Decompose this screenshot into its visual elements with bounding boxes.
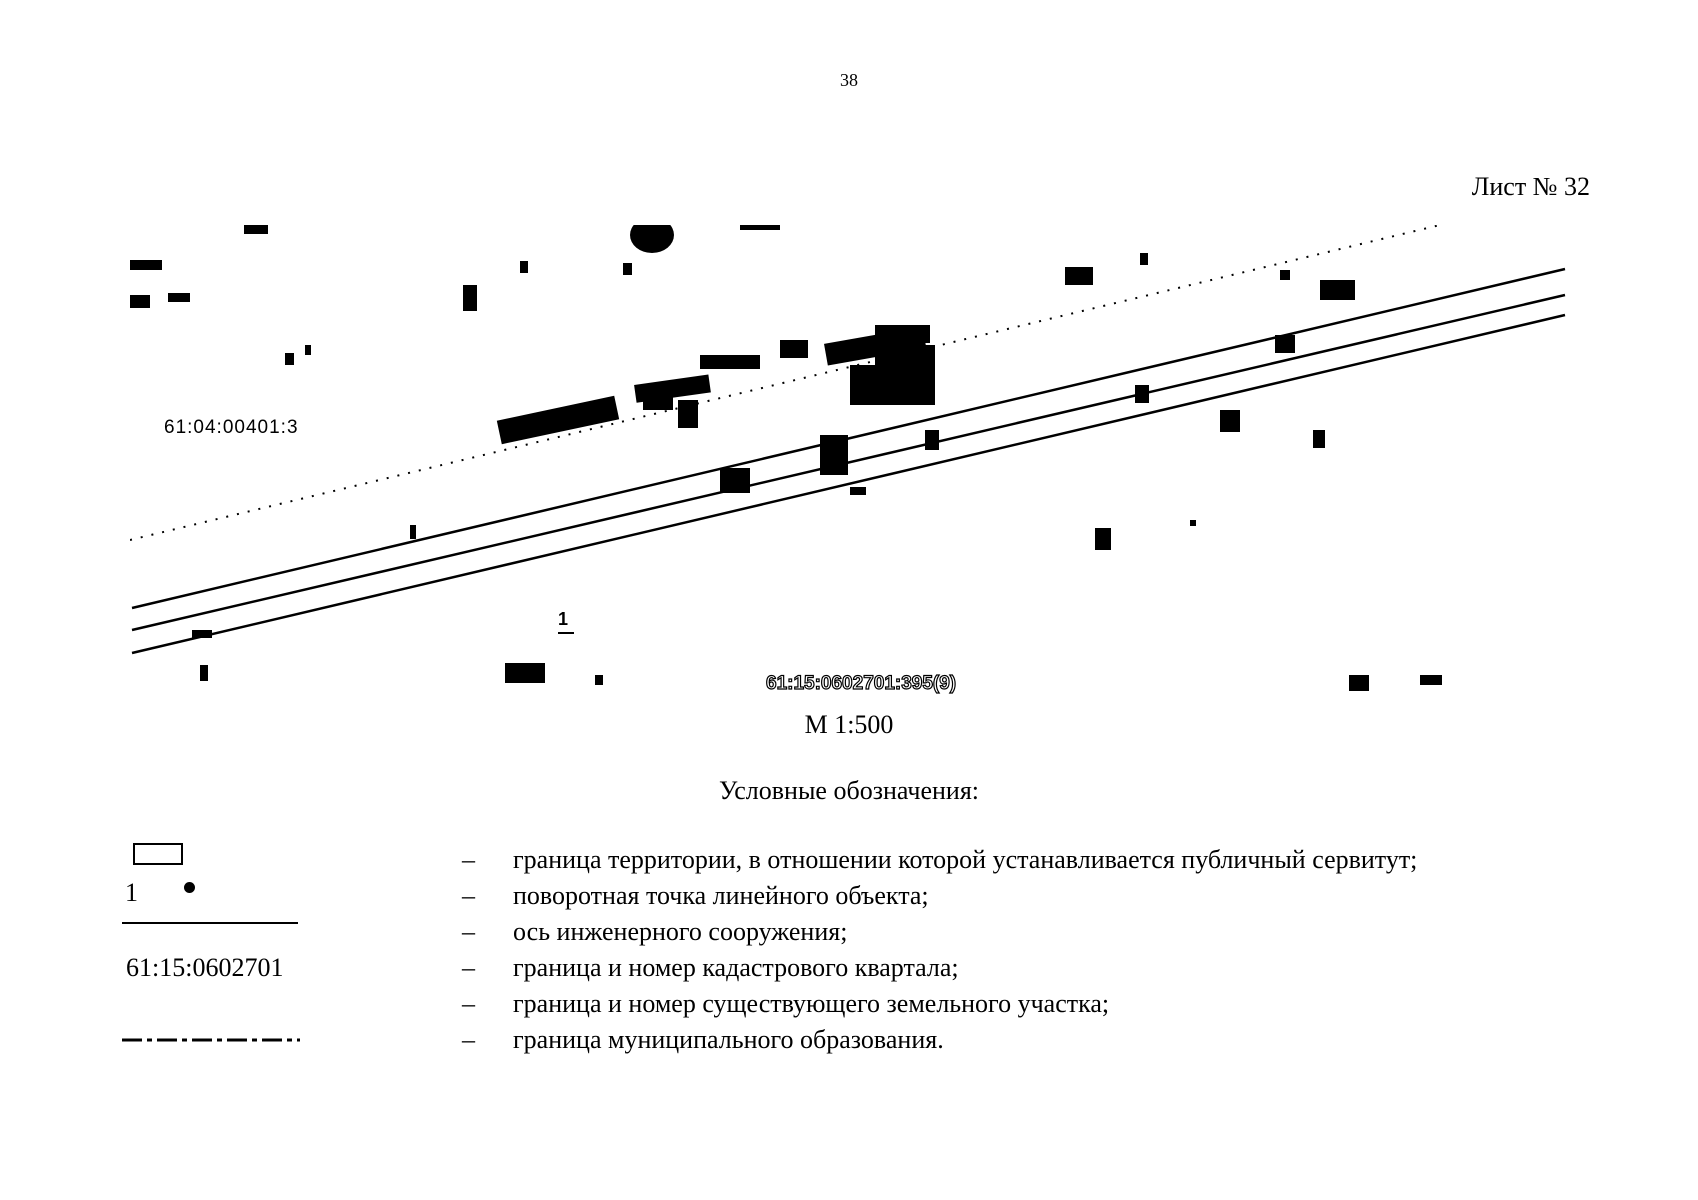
legend-row — [0, 989, 1698, 1025]
parcel-boundary-dotted — [130, 225, 1440, 540]
terrain-features — [130, 225, 1442, 715]
legend-item-text: граница муниципального образования. — [513, 1025, 944, 1054]
map-scale: М 1:500 — [804, 710, 894, 739]
legend-row — [0, 881, 1698, 917]
legend-item-text: граница и номер существующего земельного участка; — [513, 989, 1110, 1018]
legend-row — [0, 917, 1698, 953]
legend-dash: – — [462, 917, 475, 946]
legend-dash: – — [462, 881, 475, 910]
legend-row — [0, 1025, 1698, 1061]
legend-row — [0, 953, 1698, 989]
servitude-boundary-lower — [132, 315, 1565, 653]
map-fragment — [130, 225, 1570, 715]
legend-dash: – — [462, 845, 475, 874]
legend-dash: – — [462, 1025, 475, 1054]
turn-point-symbol-number: 1 — [125, 878, 138, 907]
parcel-label-bottom: 61:15:0602701:395(9) — [766, 673, 957, 694]
legend-item-text: граница и номер кадастрового квартала; — [513, 953, 959, 982]
parcel-label-left: 61:04:00401:3 — [164, 417, 299, 438]
legend-item-text: поворотная точка линейного объекта; — [513, 881, 929, 910]
legend-title: Условные обозначения: — [718, 776, 980, 805]
legend-dash: – — [462, 953, 475, 982]
cadastral-quarter-number: 61:15:0602701 — [126, 953, 284, 982]
sheet-title: Лист № 32 — [1471, 172, 1590, 201]
legend-dash: – — [462, 989, 475, 1018]
legend-item-text: ось инженерного сооружения; — [513, 917, 848, 946]
page-number: 38 — [840, 70, 858, 90]
legend-row — [0, 845, 1698, 881]
servitude-boundary-upper — [132, 269, 1565, 608]
legend-item-text: граница территории, в отношении которой устанавливается публичный сервитут; — [513, 845, 1418, 874]
turn-point-number: 1 — [558, 609, 569, 629]
